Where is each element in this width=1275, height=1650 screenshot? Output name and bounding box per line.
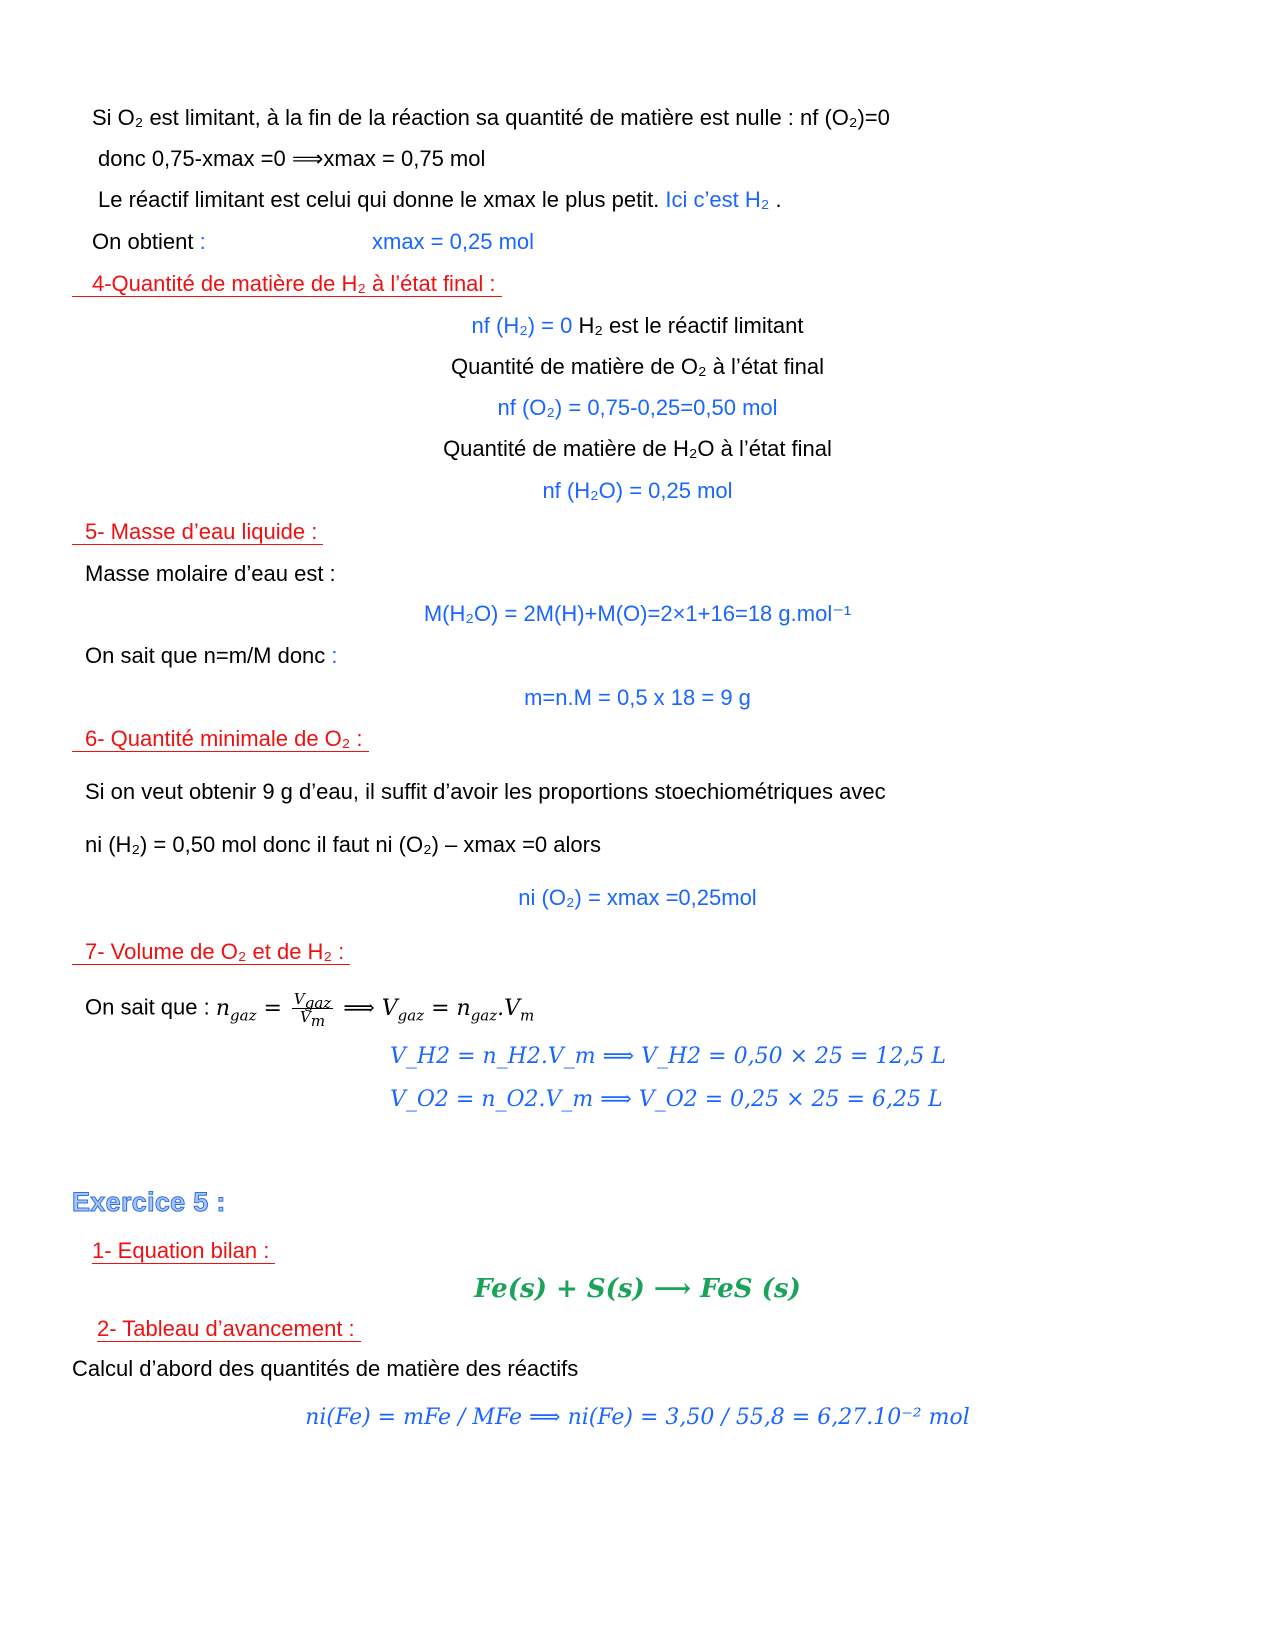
limiting-reagent-dot: . (775, 187, 782, 212)
balance-equation-text: Fe(s) + S(s) ⟶ FeS (s) (474, 1274, 801, 1304)
section5-heading-wrap (72, 518, 323, 546)
nf-h2-line (0, 312, 1275, 340)
ex5-heading1-wrap (92, 1237, 275, 1265)
nf-h2-value: nf (H₂) = 0 (471, 313, 573, 338)
text-xmax-o2: donc 0,75-xmax =0 ⟹xmax = 0,75 mol (98, 146, 486, 171)
molar-mass-label: Masse molaire d’eau est : (85, 561, 336, 586)
ex5-heading1: 1- Equation bilan : (92, 1238, 275, 1264)
ni-fe-formula: ni(Fe) = mFe / MFe ⟹ ni(Fe) = 3,50 / 55,8 = 6,27.10⁻² mol (305, 1405, 970, 1430)
on-obtient-colon: : (199, 229, 206, 254)
xmax-result: xmax = 0,25 mol (372, 229, 535, 254)
nf-h2o-value: nf (H₂O) = 0,25 mol (542, 478, 733, 503)
nf-o2-value: nf (O₂) = 0,75-0,25=0,50 mol (497, 395, 778, 420)
ex5-heading2-wrap (97, 1315, 361, 1343)
n-formula-label: On sait que n=m/M donc (85, 643, 326, 668)
limiting-reagent-rule: Le réactif limitant est celui qui donne le xmax le plus petit. (98, 187, 660, 212)
section7-heading: 7- Volume de O₂ et de H₂ : (72, 939, 350, 965)
vo2-formula: V_O2 = n_O2.V_m ⟹ V_O2 = 0,25 × 25 = 6,25 L (390, 1087, 943, 1112)
n-formula-line (85, 642, 338, 670)
ni-o2-result: ni (O₂) = xmax =0,25mol (518, 885, 757, 910)
on-obtient-label: On obtient (92, 229, 194, 254)
gas-formula-label: On sait que : (85, 994, 210, 1020)
section6-heading-wrap (72, 725, 369, 753)
nf-h2-note: H₂ est le réactif limitant (578, 313, 804, 338)
text-on-obtient (92, 228, 206, 256)
gas-formula-render: $n_{gaz}$ = $\frac{V_{gaz}}{V_m}$ ⟹ $V_{gaz} = n_{gaz}.V_m$ (215, 990, 535, 1030)
o2-final-label: Quantité de matière de O₂ à l’état final (451, 354, 824, 379)
ni-h2-text: ni (H₂) = 0,50 mol donc il faut ni (O₂) – xmax =0 alors (85, 832, 601, 857)
section4-heading-wrap (72, 270, 502, 298)
vh2-line (390, 1042, 946, 1071)
stoich-text: Si on veut obtenir 9 g d’eau, il suffit d’avoir les proportions stoechiométriques avec (85, 779, 886, 804)
gas-formula-line (85, 990, 535, 1030)
text-o2-limiting: Si O₂ est limitant, à la fin de la réaction sa quantité de matière est nulle : nf (O₂)=0 (92, 105, 890, 130)
exercise5-title: Exercice 5 : (72, 1187, 226, 1217)
n-formula-colon: : (331, 643, 338, 668)
h2o-final-label: Quantité de matière de H₂O à l’état final (443, 436, 832, 461)
vo2-line (390, 1085, 943, 1114)
mass-result: m=n.M = 0,5 x 18 = 9 g (524, 685, 751, 710)
balance-equation (0, 1272, 1275, 1307)
limiting-reagent-answer: Ici c’est H₂ (665, 187, 770, 212)
section7-heading-wrap (72, 938, 350, 966)
molar-mass-formula: M(H₂O) = 2M(H)+M(O)=2×1+16=18 g.mol⁻¹ (423, 601, 852, 626)
calc-label: Calcul d’abord des quantités de matière des réactifs (72, 1356, 579, 1381)
section6-heading: 6- Quantité minimale de O₂ : (72, 726, 369, 752)
text-limiting-reagent (98, 186, 782, 214)
vh2-formula: V_H2 = n_H2.V_m ⟹ V_H2 = 0,50 × 25 = 12,5 L (390, 1044, 947, 1069)
section5-heading: 5- Masse d’eau liquide : (72, 519, 323, 545)
ni-fe-line (0, 1403, 1275, 1432)
ex5-heading2: 2- Tableau d’avancement : (97, 1316, 361, 1342)
section4-heading: 4-Quantité de matière de H₂ à l’état final : (72, 271, 502, 297)
